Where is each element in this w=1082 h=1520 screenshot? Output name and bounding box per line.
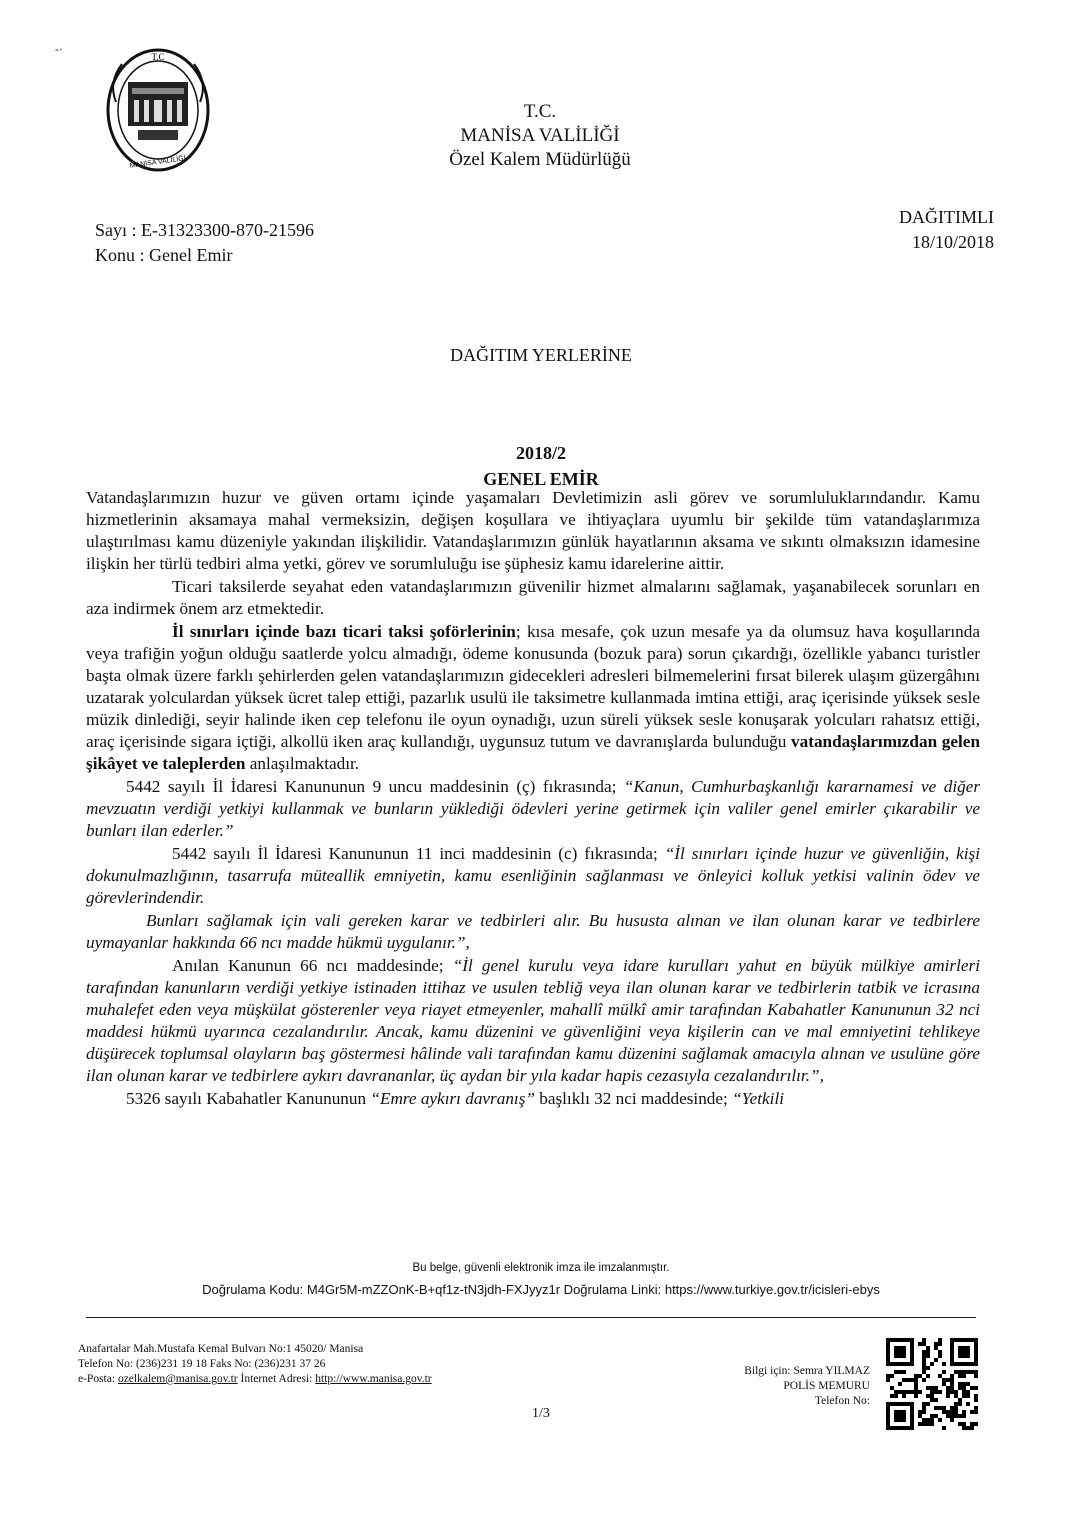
header-institution: MANİSA VALİLİĞİ xyxy=(460,125,620,146)
manisa-governorship-seal xyxy=(104,42,212,174)
document-title xyxy=(0,440,1082,492)
info-contact: Bilgi için: Semra YILMAZ xyxy=(744,1365,870,1377)
law-quote-66: “İl genel kurulu veya idare kurulları yahut en büyük mülkiye amirleri tarafından kanunların verdiği yetkiye istinaden ittihaz ve usulen tebliğ veya ilan olunan karar ve tedbirlerin tatbik ve icrasına muhalefet eden veya müşkülat gösterenler veya riayet etmeyenler, mahallî mülkî amir tarafından Kabahatler Kanununun 32 nci maddesi hükmü uyarınca cezalandırılır. Ancak, kamu düzenini ve güvenliğini veya kişilerin can ve mal emniyetini tehlikeye düşürecek toplumsal olayların baş göstermesi hâlinde vali tarafından kamu düzenini sağlamak amacıyla alınan ve usulüne göre ilan olunan karar ve tedbirlere aykırı davrananlar, üç aydan bir yıla kadar hapis cezasıyla cezalandırılır.”, xyxy=(86,956,980,1085)
paragraph-3: İl sınırları içinde bazı ticari taksi şoförlerinin; kısa mesafe, çok uzun mesafe ya da olumsuz hava koşullarında veya trafiğin yoğun olduğu saatlerde yolcu almadığı, ödeme konusunda (bozuk para) sorun çıkardığı, özellikle yabancı turistler başta olmak üzere farklı şehirlerden gelen vatandaşlarımızın gidecekleri adresleri bilmemelerini fırsat bilerek ulaşım güzergâhını uzatarak yolculardan yüksek ücret talep ettiği, pazarlık usulü ile taksimetre kullanmada imtina ettiği, araç içerisinde yüksek sesle müzik dinlediği, seyir halinde iken cep telefonu ile oyun oynadığı, uzun süreli yüksek sesle konuşarak yolcuları rahatsız ettiği, araç içerisinde sigara içtiği, alkollü iken araç kullandığı, uygunsuz tutum ve davranışlarda bulunduğu vatandaşlarımızdan gelen şikâyet ve taleplerden anlaşılmaktadır. xyxy=(86,622,980,773)
website-link[interactable]: http://www.manisa.gov.tr xyxy=(315,1373,432,1385)
paragraph-3-bold: İl sınırları içinde bazı ticari taksi şoförlerinin xyxy=(172,622,516,641)
document-date: 18/10/2018 xyxy=(911,232,994,252)
letterhead xyxy=(380,100,700,172)
footer-phone: Telefon No: (236)231 19 18 Faks No: (236)231 37 26 xyxy=(78,1358,326,1370)
header-department: Özel Kalem Müdürlüğü xyxy=(449,149,631,170)
document-meta xyxy=(95,218,314,268)
law-quote-9c: “Kanun, Cumhurbaşkanlığı kararnamesi ve diğer mevzuatın verdiği yetkiyi kullanmak ve bunların yüklediği ödevleri yerine getirmek için valiler genel emirler çıkarabilir ve bunları ilan ederler.” xyxy=(86,777,981,840)
paragraph-2: Ticari taksilerde seyahat eden vatandaşlarımızın güvenilir hizmet almalarını sağlamak, yaşanabilecek sorunları en aza indirmek önem arz etmektedir. xyxy=(86,577,980,618)
paragraph-3-bold-2: vatandaşlarımızdan gelen şikâyet ve taleplerden xyxy=(86,732,980,773)
paragraph-5: 5442 sayılı İl İdaresi Kanununun 11 inci maddesinin (c) fıkrasında; “İl sınırları içinde huzur ve güvenliğin, kişi dokunulmazlığının, tasarrufa müteallik emniyetin, kamu esenliğinin sağlanması ve önleyici kolluk yetkisi valinin ödev ve görevlerindendir. xyxy=(86,844,980,907)
document-body xyxy=(86,487,980,1111)
paragraph-6: Bunları sağlamak için vali gereken karar ve tedbirleri alır. Bu hususta alınan ve ilan olunan karar ve tedbirlere uymayanlar hakkında 66 ncı madde hükmü uygulanır.”, xyxy=(86,911,980,952)
order-name: GENEL EMİR xyxy=(483,469,599,489)
distribution-label: DAĞITIMLI xyxy=(899,207,994,227)
contact-phone: Telefon No: xyxy=(814,1395,870,1407)
document-number: Sayı : E-31323300-870-21596 xyxy=(95,220,314,240)
svg-text:T.C: T.C xyxy=(151,52,165,62)
order-number: 2018/2 xyxy=(515,443,566,463)
email-link[interactable]: ozelkalem@manisa.gov.tr xyxy=(117,1373,238,1385)
verification-code: Doğrulama Kodu: M4Gr5M-mZZOnK-B+qf1z-tN3jdh-FXJyyz1r Doğrulama Linki: https://www.turkiye.gov.tr/icisleri-ebys xyxy=(202,1282,880,1297)
paragraph-7: Anılan Kanunun 66 ncı maddesinde; “İl genel kurulu veya idare kurulları yahut en büyük mülkiye amirleri tarafından kanunların verdiği yetkiye istinaden ittihaz ve usulen tebliğ veya ilan olunan karar ve tedbirlerin tatbik ve icrasına muhalefet eden veya müşkülat gösterenler veya riayet etmeyenler, mahallî mülkî amir tarafından Kabahatler Kanununun 32 nci maddesi hükmü uyarınca cezalandırılır. Ancak, kamu düzenini ve güvenliğini veya kişilerin can ve mal emniyetini tehlikeye düşürecek toplumsal olayların baş göstermesi hâlinde vali tarafından kamu düzenini sağlamak amacıyla alınan ve usulüne göre ilan olunan karar ve tedbirlere aykırı davrananlar, üç aydan bir yıla kadar hapis cezasıyla cezalandırılır.”, xyxy=(86,956,980,1085)
stray-mark: -· xyxy=(55,42,63,56)
distribution-meta xyxy=(899,205,994,255)
footer-address: Anafartalar Mah.Mustafa Kemal Bulvarı No:1 45020/ Manisa xyxy=(78,1343,364,1355)
paragraph-8: 5326 sayılı Kabahatler Kanununun “Emre aykırı davranış” başlıklı 32 nci maddesinde; “Yetkili xyxy=(126,1089,785,1108)
footer-divider xyxy=(86,1317,976,1318)
document-subject: Konu : Genel Emir xyxy=(95,245,233,265)
e-signature-note: Bu belge, güvenli elektronik imza ile imzalanmıştır. xyxy=(412,1262,670,1274)
svg-text:MANİSA VALİLİĞİ: MANİSA VALİLİĞİ xyxy=(129,155,187,170)
page-number: 1/3 xyxy=(532,1406,550,1421)
paragraph-1: Vatandaşlarımızın huzur ve güven ortamı içinde yaşamaları Devletimizin asli görev ve sorumluluklarındandır. Kamu hizmetlerinin aksamaya mahal vermeksizin, değişen koşullara ve ihtiyaçlara uyumlu bir şekilde tüm vatandaşlarımıza ulaştırılması kamu düzeniyle yakından ilişkilidir. Vatandaşlarımızın günlük hayatlarının aksama ve sıkıntı olmaksızın idamesine ilişkin her türlü tedbiri alma yetki, görev ve sorumluluğu ise şüphesiz kamu idarelerine aittir. xyxy=(86,488,980,573)
law-quote-11c: “İl sınırları içinde huzur ve güvenliğin, kişi dokunulmazlığının, tasarrufa müteallik emniyetin, kamu esenliğinin sağlanması ve önleyici kolluk yetkisi valinin ödev ve görevlerindendir. xyxy=(86,844,980,907)
paragraph-4: 5442 sayılı İl İdaresi Kanununun 9 uncu maddesinin (ç) fıkrasında; “Kanun, Cumhurbaşkanlığı kararnamesi ve diğer mevzuatın verdiği yetkiyi kullanmak ve bunların yüklediği ödevleri yerine getirmek için valiler genel emirler çıkarabilir ve bunları ilan ederler.” xyxy=(86,777,981,840)
footer-email-web: e-Posta: ozelkalem@manisa.gov.tr İnternet Adresi: http://www.manisa.gov.tr xyxy=(78,1373,432,1385)
contact-role: POLİS MEMURU xyxy=(783,1380,870,1392)
footer-contact xyxy=(78,1342,432,1387)
footer-contact-person xyxy=(744,1364,870,1409)
header-tc: T.C. xyxy=(523,101,557,122)
recipients-line: DAĞITIM YERLERİNE xyxy=(450,345,632,365)
